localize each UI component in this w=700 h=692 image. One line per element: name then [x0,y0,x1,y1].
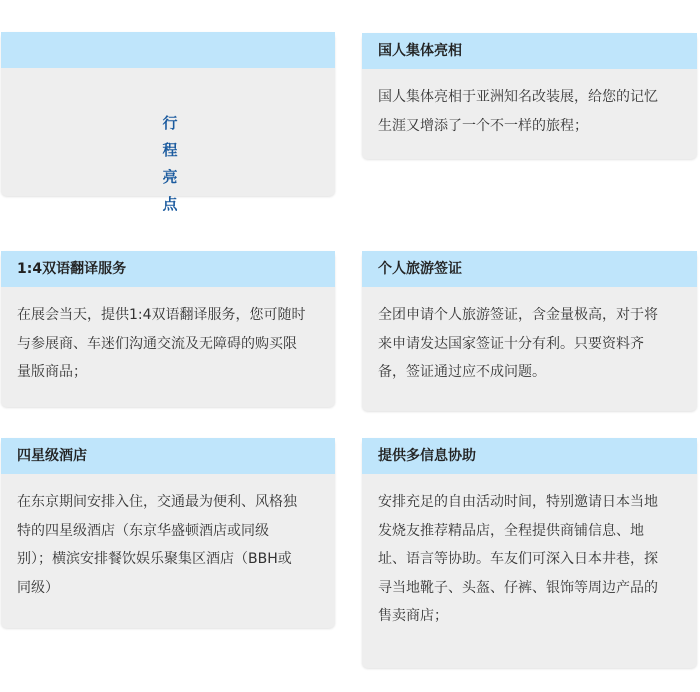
highlights-card-header [1,32,335,68]
highlights-card [1,32,335,213]
card-line: 安排充足的自由活动时间，特别邀请日本当地 [378,494,658,510]
card-body [1,287,335,387]
hotel-card [1,438,335,628]
card-line: 全团申请个人旅游签证，含金量极高，对于将 [378,307,658,323]
card-line: 同级） [17,579,59,596]
visa-card [362,251,697,411]
group-appearance-card [362,33,697,159]
card-body [362,287,697,387]
card-title: 提供多信息协助 [362,438,697,474]
card-body [362,474,697,631]
card-line: 量版商品； [17,364,87,380]
translation-card [1,251,335,407]
card-title: 国人集体亮相 [362,33,697,69]
card-line: 在展会当天，提供1:4双语翻译服务，您可随时 [17,307,306,323]
highlights-title-char: 程 [162,141,178,159]
card-line: 址、语言等协助。车友们可深入日本井巷，探 [378,551,658,567]
card-line: 国人集体亮相于亚洲知名改装展，给您的记忆 [378,89,658,105]
card-line: 售卖商店； [378,608,448,624]
card-body [1,474,335,602]
card-line: 别）；横滨安排餐饮娱乐聚集区酒店（BBH或 [17,551,292,567]
card-title: 个人旅游签证 [362,251,697,287]
card-line: 生涯又增添了一个不一样的旅程； [378,117,588,134]
card-line: 寻当地靴子、头盔、仔裤、银饰等周边产品的 [378,579,658,596]
card-title: 四星级酒店 [1,438,335,474]
card-line: 来申请发达国家签证十分有利。只要资料齐 [378,335,644,352]
info-support-card [362,438,697,668]
card-line: 发烧友推荐精品店，全程提供商铺信息、地 [378,522,644,539]
highlights-title-char: 亮 [162,168,178,186]
card-line: 与参展商、车迷们沟通交流及无障碍的购买限 [17,335,297,352]
card-line: 在东京期间安排入住，交通最为便利、风格独 [17,494,297,510]
card-body [362,69,697,140]
highlights-title-char: 行 [162,114,178,132]
highlights-title [155,110,185,218]
card-line: 特的四星级酒店（东京华盛顿酒店或同级 [17,522,269,539]
card-title: 1:4双语翻译服务 [1,251,335,287]
card-line: 备，签证通过应不成问题。 [378,364,546,380]
highlights-title-char: 点 [162,195,178,213]
